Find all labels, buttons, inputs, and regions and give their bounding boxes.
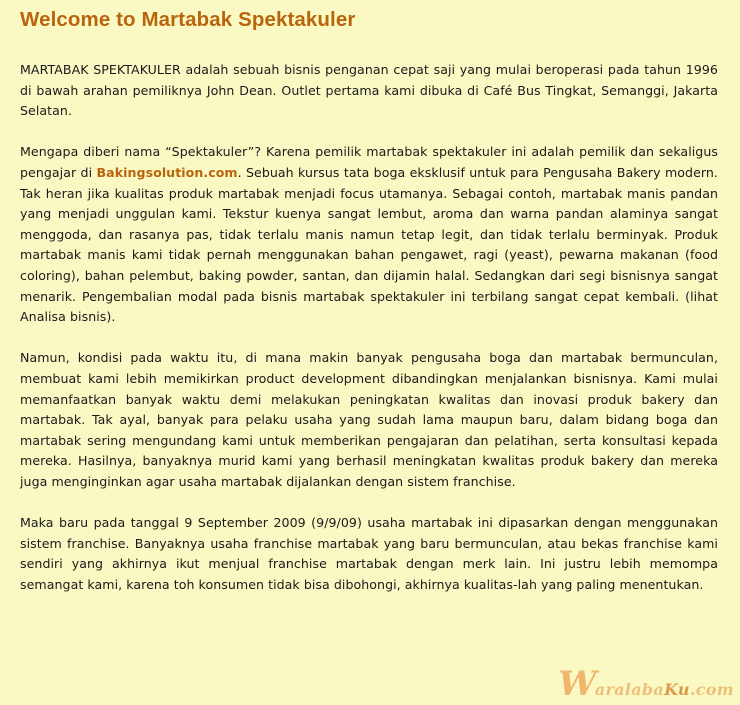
bakingsolution-link[interactable]: Bakingsolution.com [96, 164, 238, 180]
page-title: Welcome to Martabak Spektakuler [20, 8, 356, 31]
paragraph-name-origin [20, 142, 718, 327]
paragraph-text: Mengapa diberi nama “Spektakuler”? Karena pemilik martabak spektakuler ini adalah pemilik dan sekaligus pengajar di [20, 144, 718, 180]
watermark-domain: .com [689, 680, 734, 699]
waralabaku-watermark-logo [558, 663, 734, 704]
watermark-text: aralaba [594, 680, 665, 699]
paragraph-development: Namun, kondisi pada waktu itu, di mana makin banyak pengusaha boga dan martabak bermunculan, membuat kami lebih memikirkan product development dibandingkan menjalankan bisnisnya. Kami mulai memanfaatkan banyak waktu demi melakukan peningkatan kwalitas dan inovasi produk bakery dan martabak. Tak ayal, banyak para pelaku usaha yang sudah lama maupun baru, dalam bidang boga dan martabak sering mengundang kami untuk memberikan pengajaran dan pelatihan, serta konsultasi kepada mereka. Hasilnya, banyaknya murid kami yang berhasil meningkatan kwalitas produk bakery dan mereka juga menginginkan agar usaha martabak dijalankan dengan sistem franchise. [20, 350, 718, 489]
paragraph-intro: MARTABAK SPEKTAKULER adalah sebuah bisnis penganan cepat saji yang mulai beroperasi pada tahun 1996 di bawah arahan pemiliknya John Dean. Outlet pertama kami dibuka di Café Bus Tingkat, Semanggi, Jakarta Selatan. [20, 62, 718, 119]
watermark-letter: W [558, 664, 597, 704]
paragraph-text: . Sebuah kursus tata boga eksklusif untuk para Pengusaha Bakery modern. Tak heran jika kualitas produk martabak menjadi focus utamanya. Sebagai contoh, martabak manis pandan yang menjadi unggulan kami. Tekstur kuenya sangat lembut, aroma dan warna pandan alaminya sangat menggoda, dan rasanya pas, tidak terlalu manis namun tetap legit, dan tidak terlalu berminyak. Produk martabak manis kami tidak pernah menggunakan bahan pengawet, ragi (yeast), pewarna makanan (food coloring), bahan pelembut, baking powder, santan, dan dijamin halal. Sedangkan dari segi bisnisnya sangat menarik. Pengembalian modal pada bisnis martabak spektakuler ini terbilang sangat cepat kembali. (lihat Analisa bisnis). [20, 164, 718, 325]
watermark-ku: Ku [664, 680, 690, 699]
paragraph-franchise: Maka baru pada tanggal 9 September 2009 (9/9/09) usaha martabak ini dipasarkan dengan menggunakan sistem franchise. Banyaknya usaha franchise martabak yang baru bermunculan, atau bekas franchise kami sendiri yang akhirnya ikut menjual franchise martabak dengan merk lain. Ini justru lebih memompa semangat kami, karena toh konsumen tidak bisa dibohongi, akhirnya kualitas-lah yang paling menentukan. [20, 515, 718, 592]
